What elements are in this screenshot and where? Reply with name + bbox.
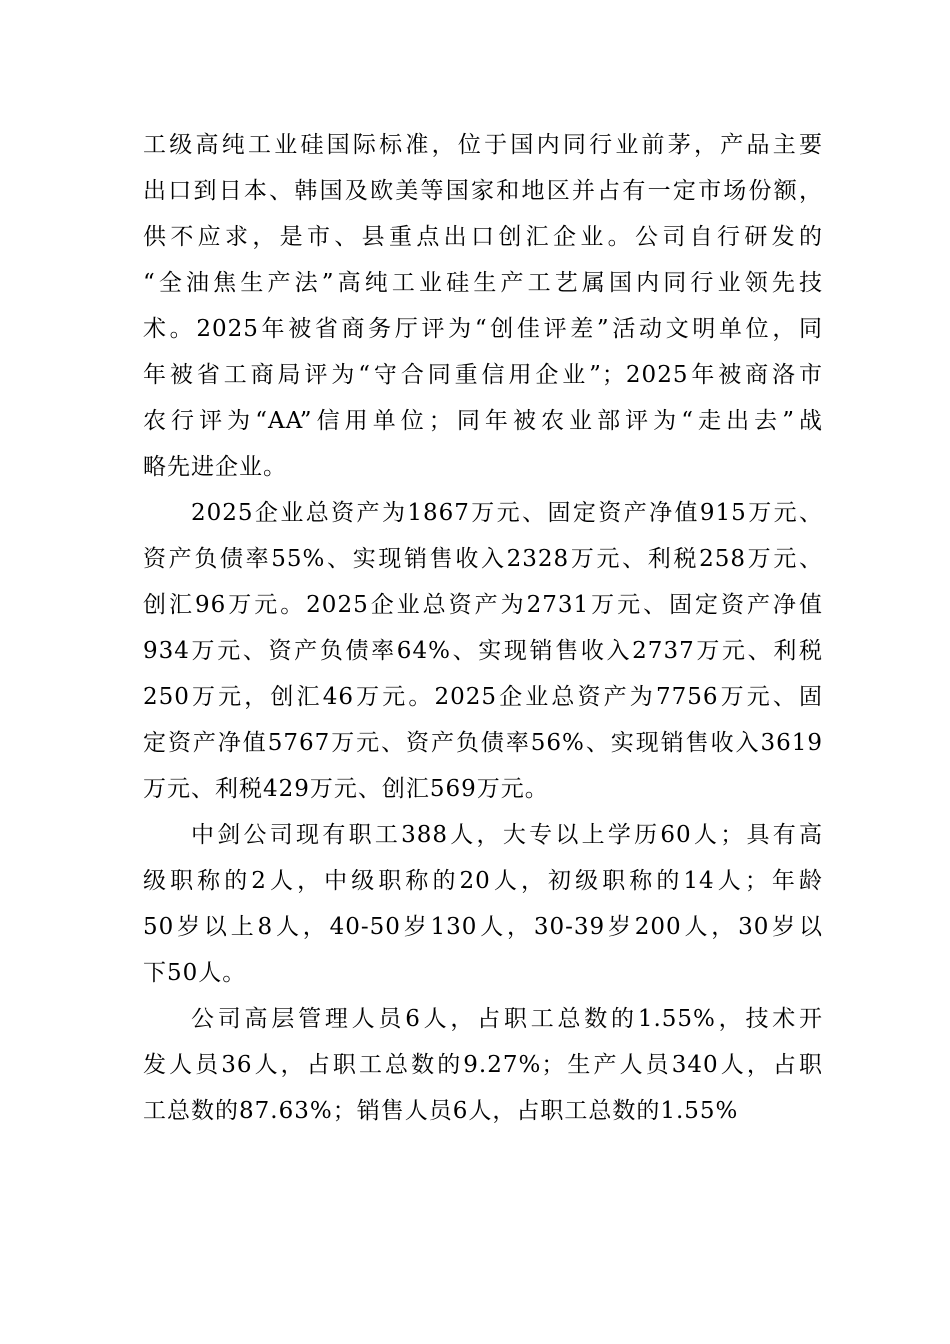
text-line: 出口到日本、韩国及欧美等国家和地区并占有一定市场份额， bbox=[143, 178, 823, 204]
text-line: 2025企业总资产为1867万元、固定资产净值915万元、 bbox=[191, 500, 823, 526]
text-line: 资产负债率55%、实现销售收入2328万元、利税258万元、 bbox=[143, 546, 823, 572]
text-line: 下50人。 bbox=[143, 960, 247, 986]
text-line: 250万元，创汇46万元。2025企业总资产为7756万元、固 bbox=[143, 684, 823, 710]
text-line: 创汇96万元。2025企业总资产为2731万元、固定资产净值 bbox=[143, 592, 823, 618]
text-line: 发人员36人，占职工总数的9.27%；生产人员340人，占职 bbox=[143, 1052, 823, 1078]
paragraph-financials bbox=[143, 490, 823, 812]
text-line: 934万元、资产负债率64%、实现销售收入2737万元、利税 bbox=[143, 638, 823, 664]
text-line: 工级高纯工业硅国际标准，位于国内同行业前茅，产品主要 bbox=[143, 132, 823, 158]
paragraph-staff bbox=[143, 812, 823, 996]
text-line: 工总数的87.63%；销售人员6人，占职工总数的1.55% bbox=[143, 1098, 739, 1124]
text-line: 万元、利税429万元、创汇569万元。 bbox=[143, 776, 549, 802]
paragraph-honors bbox=[143, 122, 823, 490]
text-line: 级职称的2人，中级职称的20人，初级职称的14人；年龄 bbox=[143, 868, 823, 894]
text-line: 农行评为“AA”信用单位；同年被农业部评为“走出去”战 bbox=[143, 408, 823, 434]
document-body bbox=[143, 122, 823, 1134]
text-line: 公司高层管理人员6人，占职工总数的1.55%，技术开 bbox=[191, 1006, 823, 1032]
text-line: 供不应求，是市、县重点出口创汇企业。公司自行研发的 bbox=[143, 224, 823, 250]
paragraph-staff-composition bbox=[143, 996, 823, 1134]
text-line: 50岁以上8人，40-50岁130人，30-39岁200人，30岁以 bbox=[143, 914, 823, 940]
text-line: “全油焦生产法”高纯工业硅生产工艺属国内同行业领先技 bbox=[143, 270, 823, 296]
text-line: 术。2025年被省商务厅评为“创佳评差”活动文明单位，同 bbox=[143, 316, 823, 342]
text-line: 略先进企业。 bbox=[143, 454, 287, 480]
text-line: 年被省工商局评为“守合同重信用企业”；2025年被商洛市 bbox=[143, 362, 823, 388]
text-line: 定资产净值5767万元、资产负债率56%、实现销售收入3619 bbox=[143, 730, 823, 756]
text-line: 中剑公司现有职工388人，大专以上学历60人；具有高 bbox=[191, 822, 823, 848]
